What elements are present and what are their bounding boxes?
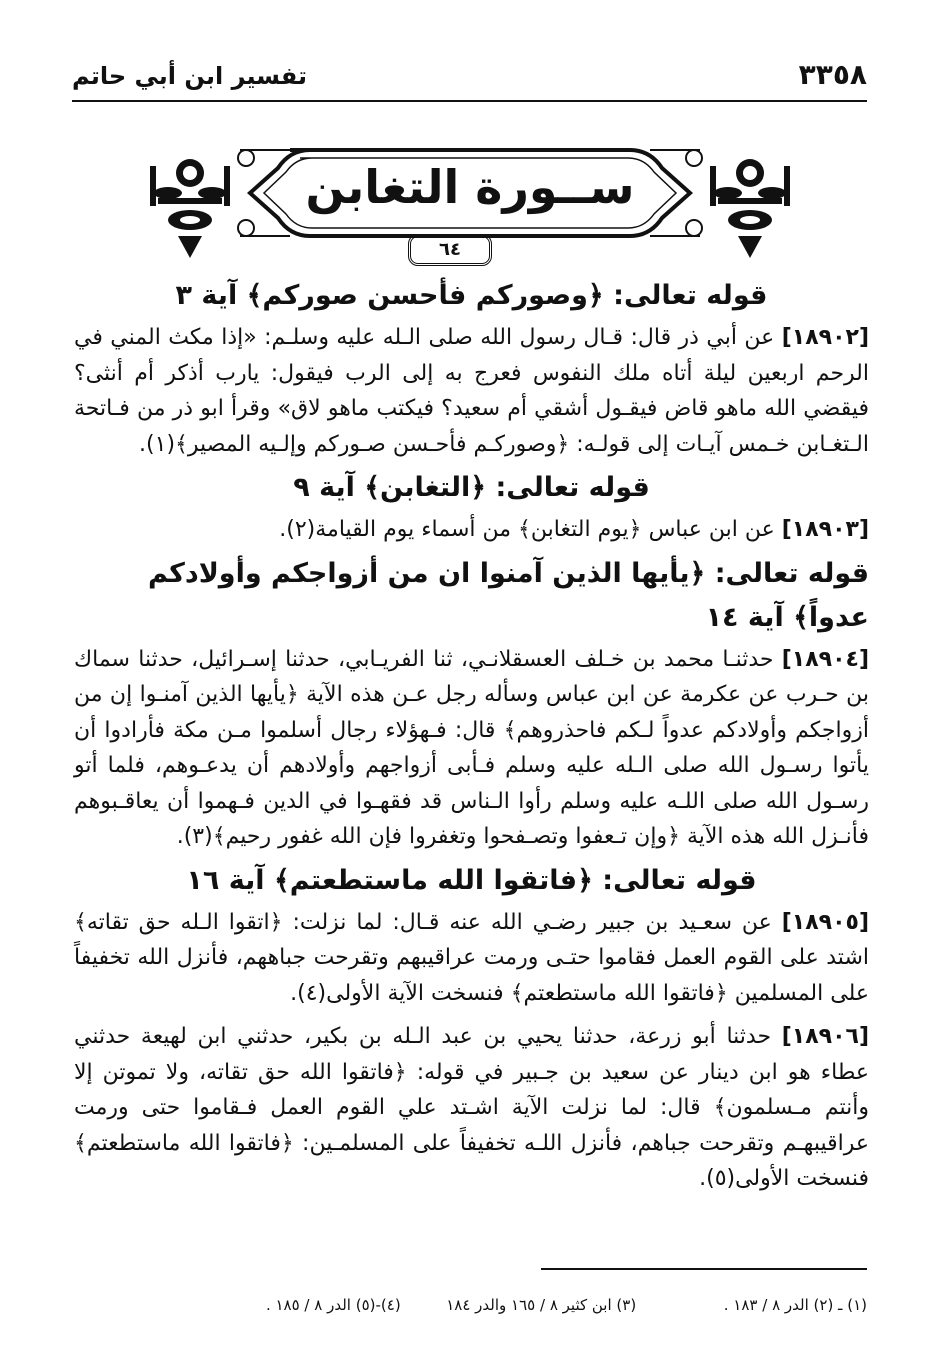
footnote-2: (٣) ابن كثير ٨ / ١٦٥ والدر ١٨٤ bbox=[446, 1296, 637, 1314]
hadith-number: [١٨٩٠٥] bbox=[781, 909, 869, 935]
footnote-divider bbox=[541, 1268, 867, 1270]
hadith-paragraph bbox=[74, 1019, 869, 1197]
left-floral-ornament bbox=[150, 159, 230, 258]
hadith-paragraph bbox=[74, 905, 869, 1012]
hadith-text: حدثنـا محمد بن خـلف العسقلانـي، ثنا الفريـابي، حدثنا إسـرائيل، حدثنا سماك بن حـرب عن عكرمة عن ابن عباس وسأله رجل عـن هذه الآية ﴿يأيها الذين آمنـوا إن من أزواجكم وأولادكم عدواً لـكم فاحذروهم﴾ قال: فـهؤلاء رجال أسلموا مـن مكة فأرادوا أن يأتوا رسـول الله صلى الـله عليه وسلم فـأبى أزواجهم وأولادهم أن يدعـوهم، فلما أتو رسـول الله صلى اللـه عليه وسلم رأوا الـناس قد فقهـوا في الدين فـهموا أن يعاقـبوهم فأنـزل الله هذه الآية ﴿وإن تـعفوا وتصـفحوا وتغفروا فإن الله غفور رحيم﴾(٣). bbox=[74, 646, 869, 849]
page-number: ٣٣٥٨ bbox=[798, 58, 867, 91]
hadith-number: [١٨٩٠٢] bbox=[781, 325, 869, 350]
section-heading: قوله تعالى: ﴿التغابن﴾ آية ٩ bbox=[293, 472, 650, 503]
surah-title: ســورة التغابن bbox=[305, 160, 635, 214]
page-header bbox=[72, 56, 867, 102]
hadith-text: حدثنا أبو زرعة، حدثنا يحيي بن عبد الـله بن بكير، حدثني ابن لهيعة حدثني عطاء هو ابن دينار عن سعيد بن جـبير في قوله: ﴿فاتقوا الله حق تقاته، ولا تموتن إلا وأنتم مـسلمون﴾ قال: لما نزلت الآية اشـتد علي القوم العمل فـقاموا حتى ورمت عراقيبهـم وتقرحت جباهم، فأنزل اللـه تخفيفاً على المسلمـين: ﴿فاتقوا الله ماستطعتم﴾ فنسخت الأولى(٥). bbox=[74, 1024, 869, 1191]
hadith-number: [١٨٩٠٤] bbox=[781, 646, 869, 672]
section-heading: قوله تعالى: ﴿يأيها الذين آمنوا ان من أزواجكم وأولادكم عدواً﴾ آية ١٤ bbox=[147, 557, 869, 633]
hadith-paragraph bbox=[74, 642, 869, 855]
footnote-line bbox=[74, 1296, 867, 1314]
section-heading: قوله تعالى: ﴿فاتقوا الله ماستطعتم﴾ آية ١٦ bbox=[186, 864, 757, 896]
hadith-text: عن أبي ذر قال: قـال رسول الله صلى الـله عليه وسلـم: «إذا مكث المني في الرحم اربعين ليلة أتاه ملك النفوس فعرج به إلى الرب فيقول: يارب أذكر أم أنثى؟ فيقضي الله ماهو قاض فيقـول أشقي أم سعيد؟ فيكتب ماهو لاق» وقرأ ابو ذر من فـاتحة الـتغـابن خـمس آيـات إلى قولـه: ﴿وصوركـم فأحـسن صـوركم وإلـيه المصير﴾(١). bbox=[74, 325, 869, 457]
section-heading: قوله تعالى: ﴿وصوركم فأحسن صوركم﴾ آية ٣ bbox=[175, 280, 768, 311]
tafsir-content bbox=[74, 270, 869, 1197]
surah-number-badge: ٦٤ bbox=[408, 234, 492, 266]
paragraph-spacer bbox=[74, 1011, 869, 1019]
hadith-paragraph bbox=[74, 512, 869, 548]
right-floral-ornament bbox=[710, 159, 790, 258]
hadith-text: عن ابن عباس ﴿يوم التغابن﴾ من أسماء يوم القيامة(٢). bbox=[279, 517, 782, 542]
book-title: تفسير ابن أبي حاتم bbox=[72, 62, 307, 90]
hadith-text: عن سعـيد بن جبير رضـي الله عنه قـال: لما نزلت: ﴿اتقوا الـله حق تقاته﴾ اشتد على القوم العمل فقاموا حتـى ورمت عراقيبهم وتقرحت جباههم، فأنزل الله تخفيفاً على المسلمين ﴿فاتقوا الله ماستطعتم﴾ فنسخت الآية الأولى(٤). bbox=[74, 909, 869, 1006]
hadith-number: [١٨٩٠٦] bbox=[781, 1024, 869, 1049]
footnote-1: (١) ـ (٢) الدر ٨ / ١٨٣ . bbox=[723, 1296, 867, 1314]
footnotes bbox=[74, 1268, 867, 1318]
hadith-paragraph bbox=[74, 320, 869, 462]
hadith-number: [١٨٩٠٣] bbox=[781, 517, 869, 542]
footnote-3: (٤)-(٥) الدر ٨ / ١٨٥ . bbox=[265, 1296, 401, 1314]
